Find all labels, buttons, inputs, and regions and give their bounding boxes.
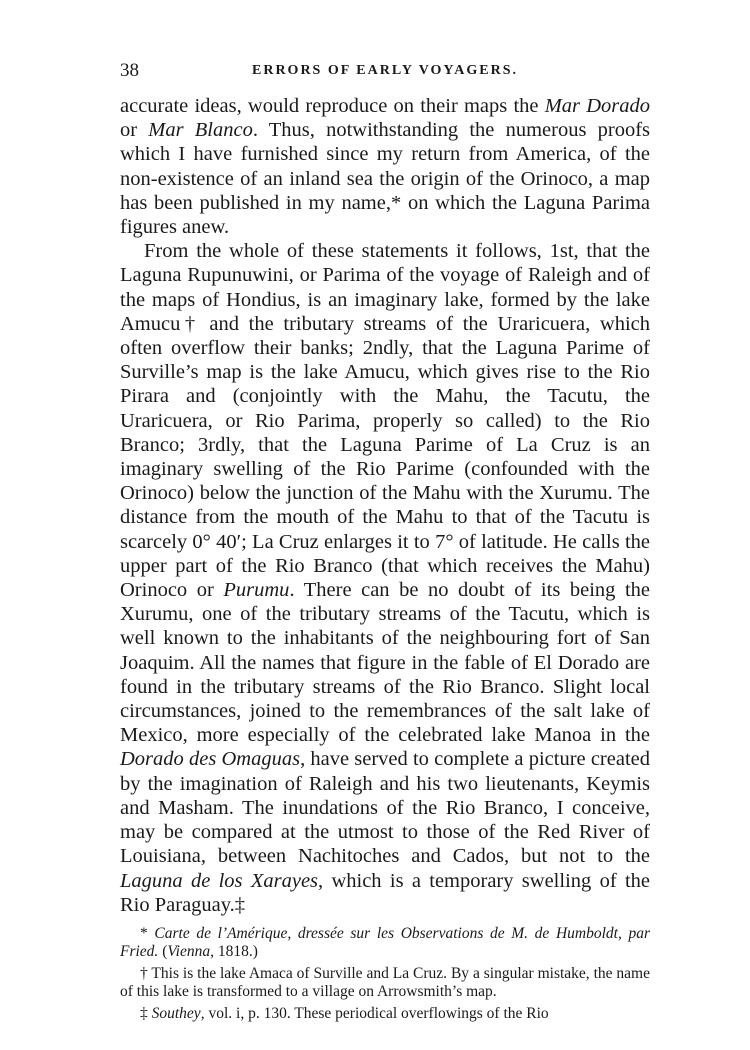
paragraph-2-part: From the whole of these statements it follows, 1st, that the Laguna Rupunuwini, or Parima of the voyage of Raleigh and of the maps of Hondius, is an imaginary lake, formed by the lake Amucu† and the tributary streams of the Uraricuera, which often overflow their banks; 2ndly, that the Laguna Parime of Surville’s map is the lake Amucu, which gives rise to the Rio Pirara and (conjointly with the Mahu, the Tacutu, the Uraricuera, or Rio Parima, properly so called) to the Rio Branco; 3rdly, that the Laguna Parime of La Cruz is an imaginary swelling of the Rio Parime (confounded with the Orinoco) below the junction of the Mahu with the Xurumu. The distance from the mouth of the Mahu to that of the Tacutu is scarcely 0° 40′; La Cruz enlarges it to 7° of latitude. He calls the upper part of the Rio Branco (that which receives the Mahu) Orinoco or [120, 240, 650, 602]
paragraph-2-part: , which is a temporary swelling of the Rio Paraguay.‡ [120, 869, 651, 916]
paragraph-1-italic: Mar Dorado [544, 95, 650, 117]
paragraph-2 [120, 239, 650, 917]
running-head [120, 58, 650, 86]
body-text [120, 94, 650, 917]
paragraph-1-part: accurate ideas, would reproduce on their maps the [120, 95, 545, 117]
book-page [120, 58, 650, 1023]
footnote-1-part: , 1818.) [210, 942, 258, 960]
paragraph-2-italic: Purumu [223, 579, 290, 602]
paragraph-1-part: or [120, 119, 149, 142]
paragraph-2-italic: Dorado des Omaguas [120, 748, 301, 771]
paragraph-1-part: . Thus, notwithstanding the numerous proofs which I have furnished since my return from America, of the non-existence of an inland sea the origin of the Orinoco, a map has been published in my name,* on which the Laguna Parima figures anew. [120, 119, 651, 239]
footnote-1-italic: Carte de l’Amérique, dressée sur les Observations de M. de Humboldt, par Fried. [120, 924, 650, 960]
footnote-1-italic: Vienna [167, 942, 211, 960]
paragraph-2-italic: Laguna de los Xarayes [120, 869, 319, 892]
paragraph-2-part: , have served to complete a picture created by the imagination of Raleigh and his two lieutenants, Keymis and Masham. The inundations of the Rio Branco, I conceive, may be compared at the utmost to those of the Red River of Louisiana, between Nachitoches and Cados, but not to the [120, 748, 650, 868]
footnotes [120, 925, 650, 1023]
page-number: 38 [120, 60, 139, 81]
paragraph-2-part: . There can be no doubt of its being the Xurumu, one of the tributary streams of the Tacutu, which is well known to the inhabitants of the neighbouring fort of San Joaquim. All the names that figure in the fable of El Dorado are found in the tributary streams of the Rio Branco. Slight local circumstances, joined to the remembrances of the salt lake of Mexico, more especially of the celebrated lake Manoa in the [120, 579, 651, 747]
footnote-1 [120, 925, 650, 961]
footnote-1-part: ( [158, 942, 168, 960]
footnote-3-italic: Southey [151, 1004, 201, 1022]
footnote-1-part: * [140, 924, 155, 942]
footnote-2: † This is the lake Amaca of Surville and La Cruz. By a singular mistake, the name of this lake is transformed to a village on Arrowsmith’s map. [120, 964, 650, 1000]
footnote-3-part: ‡ [140, 1004, 152, 1022]
footnote-3-part: , vol. i, p. 130. These periodical overflowings of the Rio [200, 1004, 549, 1022]
paragraph-1 [120, 94, 650, 239]
paragraph-1-italic: Mar Blanco [148, 119, 253, 142]
running-title: ERRORS OF EARLY VOYAGERS. [252, 63, 518, 78]
footnote-3 [120, 1005, 650, 1023]
